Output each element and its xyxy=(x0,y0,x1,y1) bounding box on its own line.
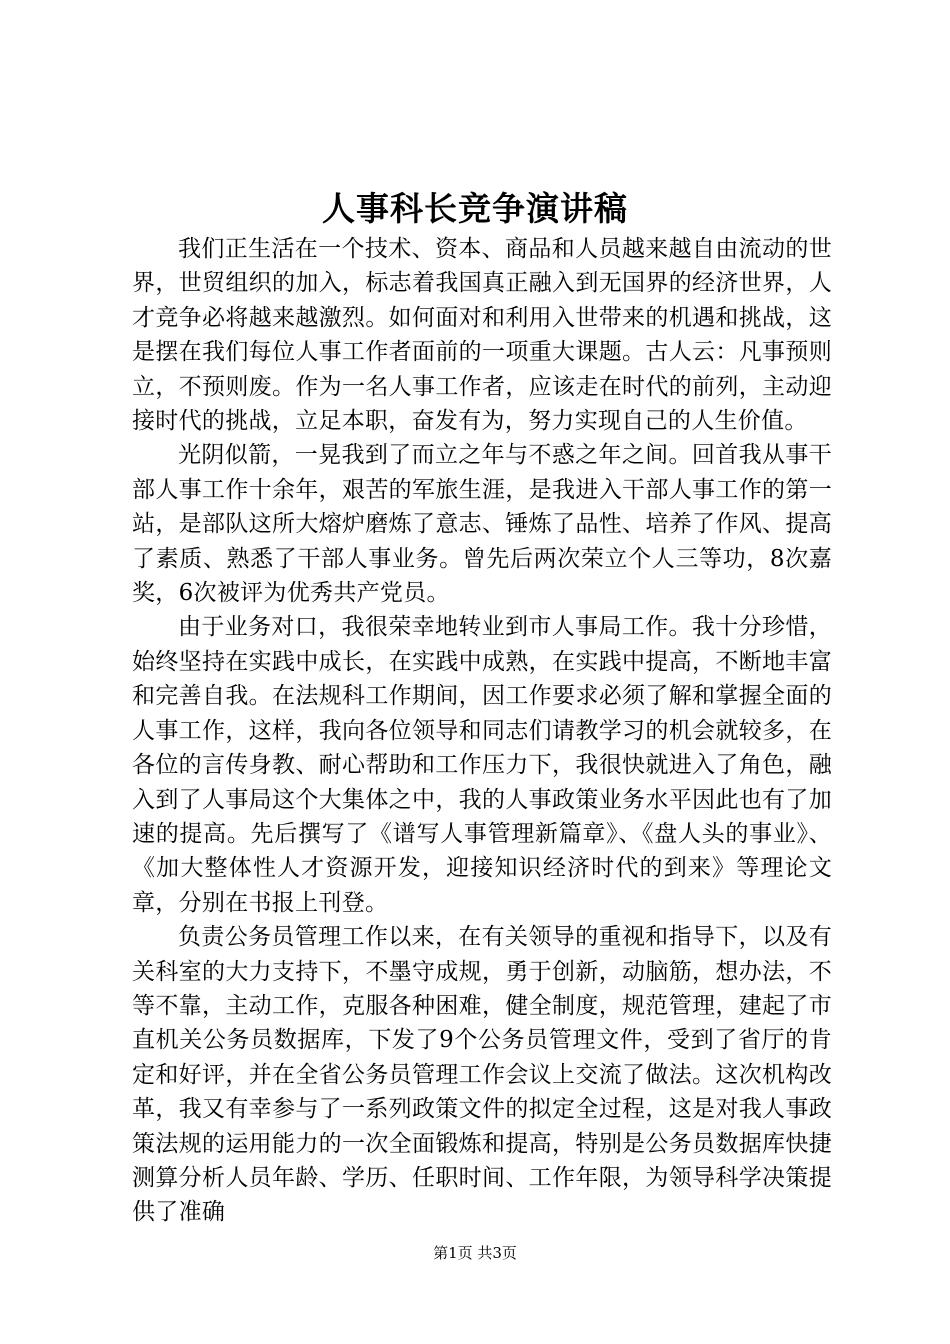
page-title: 人事科长竞争演讲稿 xyxy=(322,189,628,228)
paragraph: 光阴似箭，一晃我到了而立之年与不惑之年之间。回首我从事干部人事工作十余年，艰苦的军旅生涯，是我进入干部人事工作的第一站，是部队这所大熔炉磨炼了意志、锤炼了品性、培养了作风、提高了素质、熟悉了干部人事业务。曾先后两次荣立个人三等功，8次嘉奖，6次被评为优秀共产党员。 xyxy=(132,442,832,607)
paragraph: 负责公务员管理工作以来，在有关领导的重视和指导下，以及有关科室的大力支持下，不墨守成规，勇于创新，动脑筋，想办法，不等不靠，主动工作，克服各种困难，健全制度，规范管理，建起了市直机关公务员数据库，下发了9个公务员管理文件，受到了省厅的肯定和好评，并在全省公务员管理工作会议上交流了做法。这次机构改革，我又有幸参与了一系列政策文件的拟定全过程，这是对我人事政策法规的运用能力的一次全面锻炼和提高，特别是公务员数据库快捷测算分析人员年龄、学历、任职时间、工作年限，为领导科学决策提供了准确 xyxy=(132,924,832,1226)
document-body xyxy=(132,232,832,1230)
page-footer: 第1页 共3页 xyxy=(433,1244,517,1262)
paragraph: 我们正生活在一个技术、资本、商品和人员越来越自由流动的世界，世贸组织的加入，标志着我国真正融入到无国界的经济世界，人才竞争必将越来越激烈。如何面对和利用入世带来的机遇和挑战，这是摆在我们每位人事工作者面前的一项重大课题。古人云：凡事预则立，不预则废。作为一名人事工作者，应该走在时代的前列，主动迎接时代的挑战，立足本职，奋发有为，努力实现自己的人生价值。 xyxy=(132,236,832,435)
paragraph: 由于业务对口，我很荣幸地转业到市人事局工作。我十分珍惜，始终坚持在实践中成长，在实践中成熟，在实践中提高，不断地丰富和完善自我。在法规科工作期间，因工作要求必须了解和掌握全面的人事工作，这样，我向各位领导和同志们请教学习的机会就较多，在各位的言传身教、耐心帮助和工作压力下，我很快就进入了角色，融入到了人事局这个大集体之中，我的人事政策业务水平因此也有了加速的提高。先后撰写了《谱写人事管理新篇章》、《盘人头的事业》、《加大整体性人才资源开发，迎接知识经济时代的到来》等理论文章，分别在书报上刊登。 xyxy=(132,614,832,916)
